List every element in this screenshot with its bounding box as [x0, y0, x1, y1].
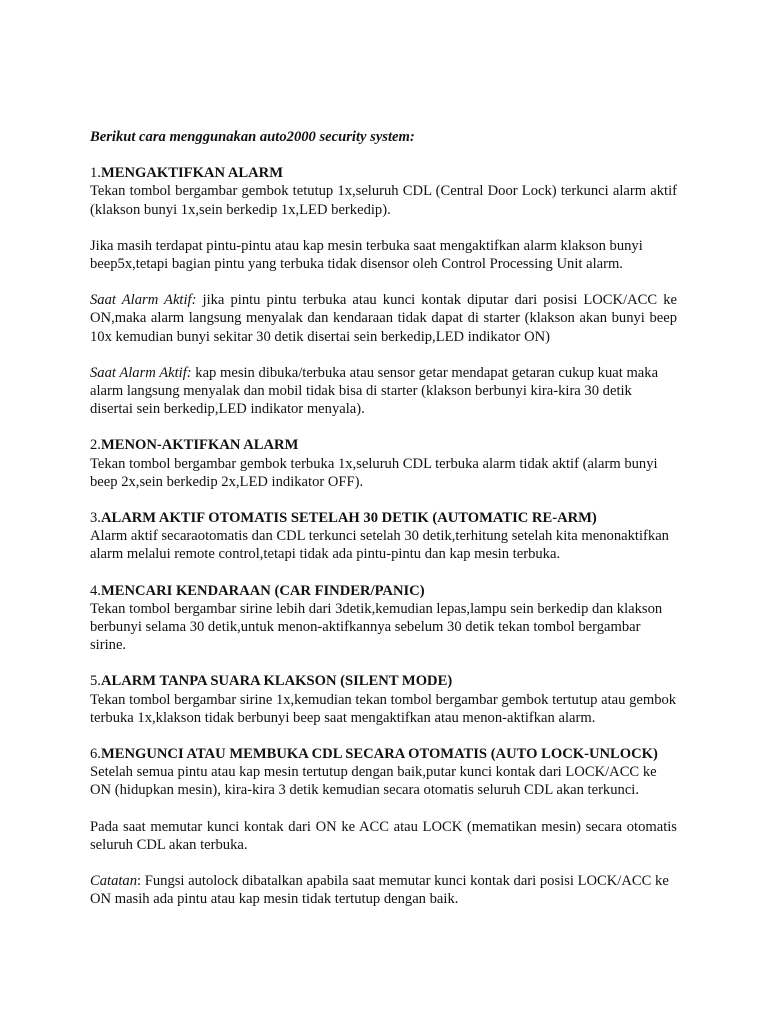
- section-heading: [90, 164, 677, 182]
- section-number: 2.: [90, 437, 101, 454]
- paragraph-label: Saat Alarm Aktif:: [90, 364, 192, 381]
- note-label: Catatan: [90, 873, 138, 890]
- section-1: [90, 164, 677, 418]
- section-heading: [90, 509, 677, 527]
- paragraph-text: kap mesin dibuka/terbuka atau sensor getar mendapat getaran cukup kuat maka alarm langsung menyalak dan mobil tidak bisa di starter (klakson berbunyi kira-kira 30 detik disertai sein berkedip,LED indikator menyala).: [90, 364, 659, 418]
- labeled-paragraph: [90, 291, 677, 346]
- section-paragraph: Setelah semua pintu atau kap mesin tertutup dengan baik,putar kunci kontak dari LOCK/ACC ke ON (hidupkan mesin), kira-kira 3 detik kemudian secara otomatis seluruh CDL akan terkunci.: [90, 764, 657, 799]
- section-3: [90, 509, 677, 564]
- section-number: 3.: [90, 510, 101, 527]
- document-page: [90, 128, 677, 927]
- section-heading: [90, 745, 677, 763]
- section-paragraph: Jika masih terdapat pintu-pintu atau kap mesin terbuka saat mengaktifkan alarm klakson bunyi beep5x,tetapi bagian pintu yang terbuka tidak disensor oleh Control Processing Unit alarm.: [90, 237, 643, 273]
- section-6: [90, 745, 677, 908]
- section-title: ALARM AKTIF OTOMATIS SETELAH 30 DETIK (AUTOMATIC RE-ARM): [100, 510, 597, 527]
- section-paragraph: Alarm aktif secaraotomatis dan CDL terkunci setelah 30 detik,terhitung setelah kita menonaktifkan alarm melalui remote control,tetapi tidak ada pintu-pintu dan kap mesin terbuka.: [90, 528, 669, 563]
- section-4: [90, 582, 677, 655]
- section-heading: [90, 672, 677, 690]
- section-paragraph: Tekan tombol bergambar sirine lebih dari 3detik,kemudian lepas,lampu sein berkedip dan klakson berbunyi selama 30 detik,untuk menon-aktifkannya sebelum 30 detik tekan tombol bergambar sirine.: [90, 600, 663, 654]
- section-paragraph: Tekan tombol bergambar sirine 1x,kemudian tekan tombol bergambar gembok tertutup atau gembok terbuka 1x,klakson tidak berbunyi beep saat mengaktifkan atau menon-aktifkan alarm.: [90, 691, 677, 726]
- section-paragraph: Tekan tombol bergambar gembok tetutup 1x,seluruh CDL (Central Door Lock) terkunci alarm aktif (klakson bunyi 1x,sein berkedip 1x,LED berkedip).: [90, 183, 677, 218]
- intro-text: Berikut cara menggunakan auto2000 security system:: [90, 129, 415, 145]
- section-number: 1.: [90, 165, 101, 182]
- section-paragraph: Tekan tombol bergambar gembok terbuka 1x,seluruh CDL terbuka alarm tidak aktif (alarm bunyi beep 2x,sein berkedip 2x,LED indikator OFF).: [90, 455, 658, 490]
- labeled-paragraph: [90, 364, 677, 419]
- section-number: 6.: [90, 746, 101, 763]
- section-title: ALARM TANPA SUARA KLAKSON (SILENT MODE): [100, 673, 453, 690]
- section-title: MENON-AKTIFKAN ALARM: [100, 437, 299, 454]
- section-5: [90, 672, 677, 727]
- section-number: 4.: [90, 582, 101, 599]
- note-text: : Fungsi autolock dibatalkan apabila saat memutar kunci kontak dari posisi LOCK/ACC ke ON masih ada pintu atau kap mesin tidak tertutup dengan baik.: [90, 873, 669, 908]
- section-2: [90, 436, 677, 491]
- paragraph-text: jika pintu pintu terbuka atau kunci kontak diputar dari posisi LOCK/ACC ke ON,maka alarm langsung menyalak dan kendaraan tidak dapat di starter (klakson akan bunyi beep 10x kemudian bunyi sekitar 30 detik disertai sein berkedip,LED indikator ON): [90, 292, 677, 345]
- section-number: 5.: [90, 673, 101, 690]
- note-paragraph: [90, 872, 677, 908]
- section-title: MENGUNCI ATAU MEMBUKA CDL SECARA OTOMATIS (AUTO LOCK-UNLOCK): [100, 746, 658, 763]
- section-heading: [90, 436, 677, 454]
- section-title: MENGAKTIFKAN ALARM: [100, 165, 283, 182]
- section-paragraph: Pada saat memutar kunci kontak dari ON ke ACC atau LOCK (mematikan mesin) secara otomatis seluruh CDL akan terbuka.: [90, 818, 677, 853]
- section-heading: [90, 582, 677, 600]
- section-title: MENCARI KENDARAAN (CAR FINDER/PANIC): [100, 582, 425, 599]
- paragraph-label: Saat Alarm Aktif:: [90, 292, 197, 309]
